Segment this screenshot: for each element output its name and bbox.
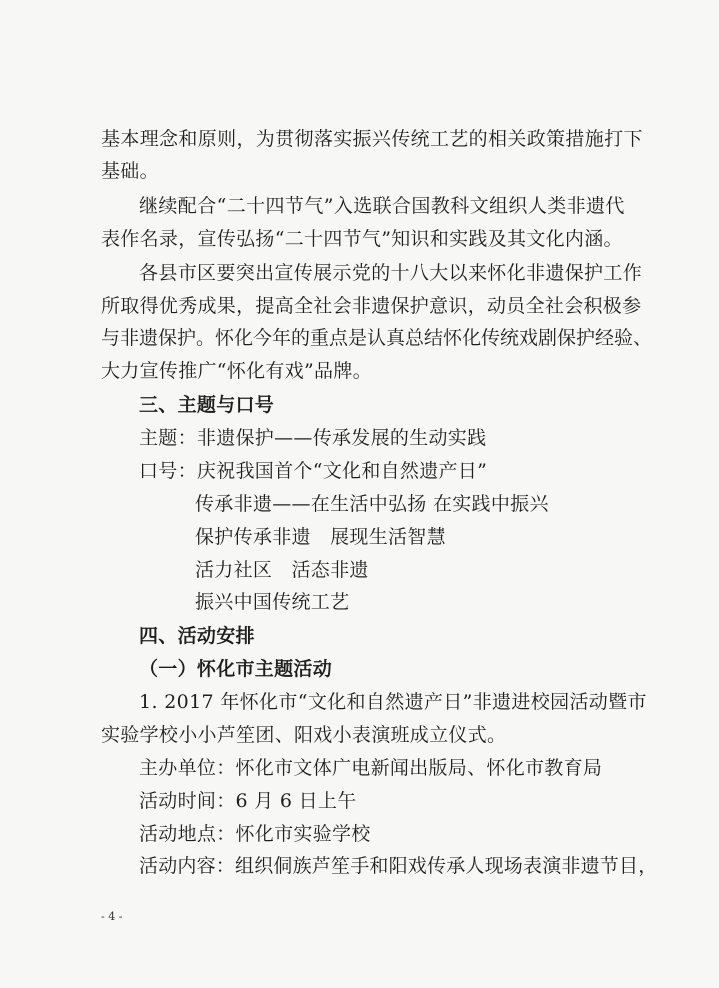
paragraph-line: 大力宣传推广“怀化有戏”品牌。 <box>101 360 372 382</box>
organizer-line: 主办单位：怀化市文体广电新闻出版局、怀化市教育局 <box>139 757 603 779</box>
content-line: 活动内容：组织侗族芦笙手和阳戏传承人现场表演非遗节目， <box>139 855 658 877</box>
page-number: - 4 - <box>101 910 123 923</box>
theme-line: 主题：非遗保护——传承发展的生动实践 <box>139 427 487 449</box>
paragraph-line: 表作名录，宣传弘扬“二十四节气”知识和实践及其文化内涵。 <box>101 228 623 250</box>
subsection-heading: （一）怀化市主题活动 <box>139 658 333 680</box>
paragraph-line: 与非遗保护。怀化今年的重点是认真总结怀化传统戏剧保护经验、 <box>101 327 653 349</box>
slogan-line: 口号：庆祝我国首个“文化和自然遗产日” <box>139 460 488 482</box>
paragraph-line: 继续配合“二十四节气”入选联合国教科文组织人类非遗代 <box>139 195 625 217</box>
slogan-line: 活力社区 活态非遗 <box>195 559 369 581</box>
section-heading: 四、活动安排 <box>139 625 255 647</box>
paragraph-line: 实验学校小小芦笙团、阳戏小表演班成立仪式。 <box>101 724 507 746</box>
paragraph-line: 所取得优秀成果，提高全社会非遗保护意识，动员全社会积极参 <box>101 295 642 317</box>
section-heading: 三、主题与口号 <box>139 394 275 416</box>
slogan-line: 传承非遗——在生活中弘扬 在实践中振兴 <box>195 493 549 515</box>
paragraph-line: 1. 2017 年怀化市“文化和自然遗产日”非遗进校园活动暨市 <box>139 691 647 713</box>
paragraph-line: 基础。 <box>101 160 159 182</box>
paragraph-line: 各县市区要突出宣传展示党的十八大以来怀化非遗保护工作 <box>139 262 643 284</box>
paragraph-line: 基本理念和原则，为贯彻落实振兴传统工艺的相关政策措施打下 <box>101 128 643 150</box>
location-line: 活动地点：怀化市实验学校 <box>139 823 371 845</box>
slogan-line: 振兴中国传统工艺 <box>195 591 350 613</box>
slogan-line: 保护传承非遗 展现生活智慧 <box>195 526 446 548</box>
time-line: 活动时间：6 月 6 日上午 <box>139 790 357 812</box>
